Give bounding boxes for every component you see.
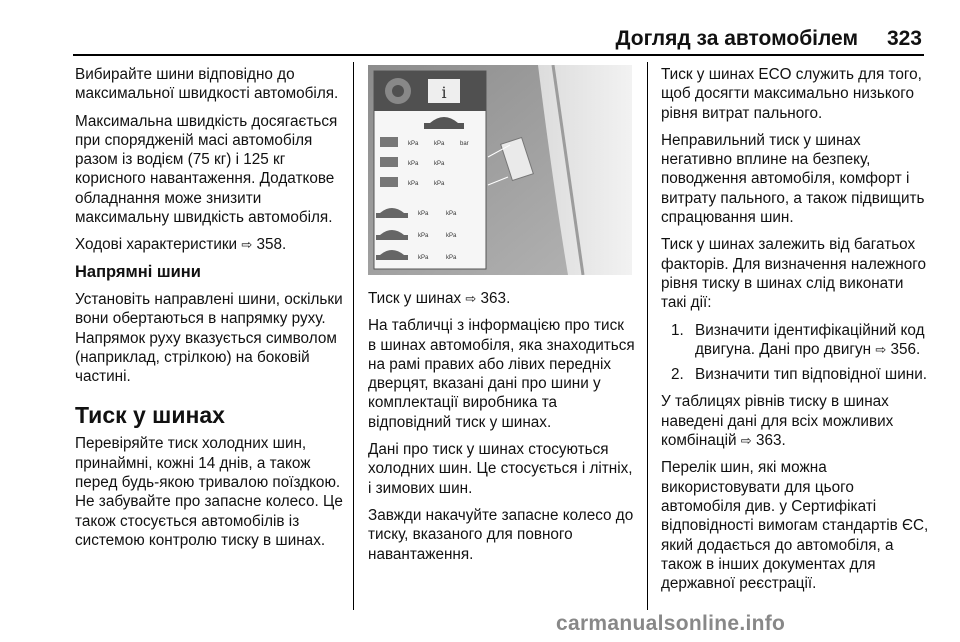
page-ref-arrow-icon: ⇨: [241, 237, 253, 253]
paragraph: Тиск у шинах залежить від багатьох факторів. Для визначення належного рівня тиску в шинах слід виконати такі дії:: [661, 236, 927, 312]
svg-text:kPa: kPa: [418, 233, 429, 239]
list-item: 1. Визначити ідентифікаційний код двигуна. Дані про двигун ⇨ 356.: [671, 321, 925, 358]
paragraph: Вибирайте шини відповідно до максимальної швидкості автомобіля.: [75, 66, 339, 103]
svg-text:kPa: kPa: [434, 141, 445, 147]
paragraph-with-ref: Ходові характеристики ⇨ 358.: [75, 236, 287, 254]
svg-text:kPa: kPa: [446, 255, 457, 261]
watermark: carmanualsonline.info: [556, 612, 786, 635]
paragraph: Тиск у шинах ECO служить для того, щоб досягти максимально низького рівня витрат пального.: [661, 66, 922, 122]
svg-text:kPa: kPa: [446, 211, 457, 217]
photo-illustration: [368, 65, 632, 275]
list-item: 2. Визначити тип відповідної шини.: [671, 366, 927, 384]
page-number: 323: [886, 27, 922, 50]
paragraph: Перевіряйте тиск холодних шин, принаймні, кожні 14 днів, а також перед будь-якою тривалою поїздкою. Не забувайте про запасне колесо. Це також стосується автомобілів із системою контролю тиску в шинах.: [75, 435, 343, 549]
svg-text:kPa: kPa: [418, 211, 429, 217]
page-ref-arrow-icon: ⇨: [740, 433, 752, 449]
page-ref[interactable]: 356.: [890, 340, 921, 358]
column-3: [661, 65, 929, 601]
column-divider-2: [647, 62, 648, 610]
svg-text:kPa: kPa: [408, 141, 419, 147]
page-header: [0, 24, 960, 54]
svg-text:kPa: kPa: [408, 181, 419, 187]
paragraph: На табличці з інформацією про тиск в шинах автомобіля, яка знаходиться на рамі правих або лівих передніх дверцят, вказані дані про шини у комплектації виробника та відповідний тиск у шинах.: [368, 317, 635, 431]
page-ref-arrow-icon: ⇨: [465, 291, 477, 306]
svg-text:kPa: kPa: [418, 255, 429, 261]
svg-text:kPa: kPa: [408, 161, 419, 167]
page-ref-arrow-icon: ⇨: [875, 341, 887, 357]
tyre-pressure-label-photo: [368, 65, 632, 275]
paragraph: Максимальна швидкість досягається при спорядженій масі автомобіля разом із водієм (75 кг) і 125 кг корисного навантаження. Додаткове обладнання може знизити максимальну швидкість автомобіля.: [75, 112, 338, 227]
paragraph-with-ref: У таблицях рівнів тиску в шинах наведені дані для всіх можливих комбінацій ⇨ 363.: [661, 393, 894, 450]
svg-text:i: i: [441, 83, 447, 102]
page-title: Догляд за автомобілем: [615, 27, 858, 50]
paragraph: Установіть направлені шини, оскільки вони обертаються в напрямку руху. Напрямок руху вказується символом (наприклад, стрілкою) на боковій частині.: [75, 290, 343, 386]
steps-list: [661, 321, 929, 385]
column-divider-1: [353, 62, 354, 610]
paragraph-with-ref: Тиск у шинах ⇨ 363.: [368, 290, 511, 307]
page-ref[interactable]: 363.: [755, 432, 786, 450]
header-rule: [73, 54, 924, 56]
section-heading: Напрямні шини: [75, 262, 201, 281]
chapter-heading: Тиск у шинах: [75, 402, 225, 429]
page-ref[interactable]: 358.: [256, 236, 287, 254]
paragraph: Перелік шин, які можна використовувати для цього автомобіля див. у Сертифікаті відповідності вимогам стандартів ЄС, який додається до автомобіля, а також в інших документах для державної реєстрації.: [661, 459, 929, 593]
svg-text:kPa: kPa: [446, 233, 457, 239]
paragraph: Неправильний тиск у шинах негативно вплине на безпеку, поводження автомобіля, комфорт і витрату пального, а також підвищить спрацювання шин.: [661, 131, 925, 227]
svg-text:kPa: kPa: [434, 181, 445, 187]
svg-text:bar: bar: [460, 141, 469, 147]
column-2: [368, 65, 636, 572]
svg-text:kPa: kPa: [434, 161, 445, 167]
page-ref[interactable]: 363.: [480, 290, 511, 307]
column-1: [75, 65, 345, 558]
paragraph: Завжди накачуйте запасне колесо до тиску, вказаного для повного навантаження.: [368, 506, 634, 563]
paragraph: Дані про тиск у шинах стосуються холодних шин. Це стосується і літніх, і зимових шин.: [368, 441, 633, 497]
